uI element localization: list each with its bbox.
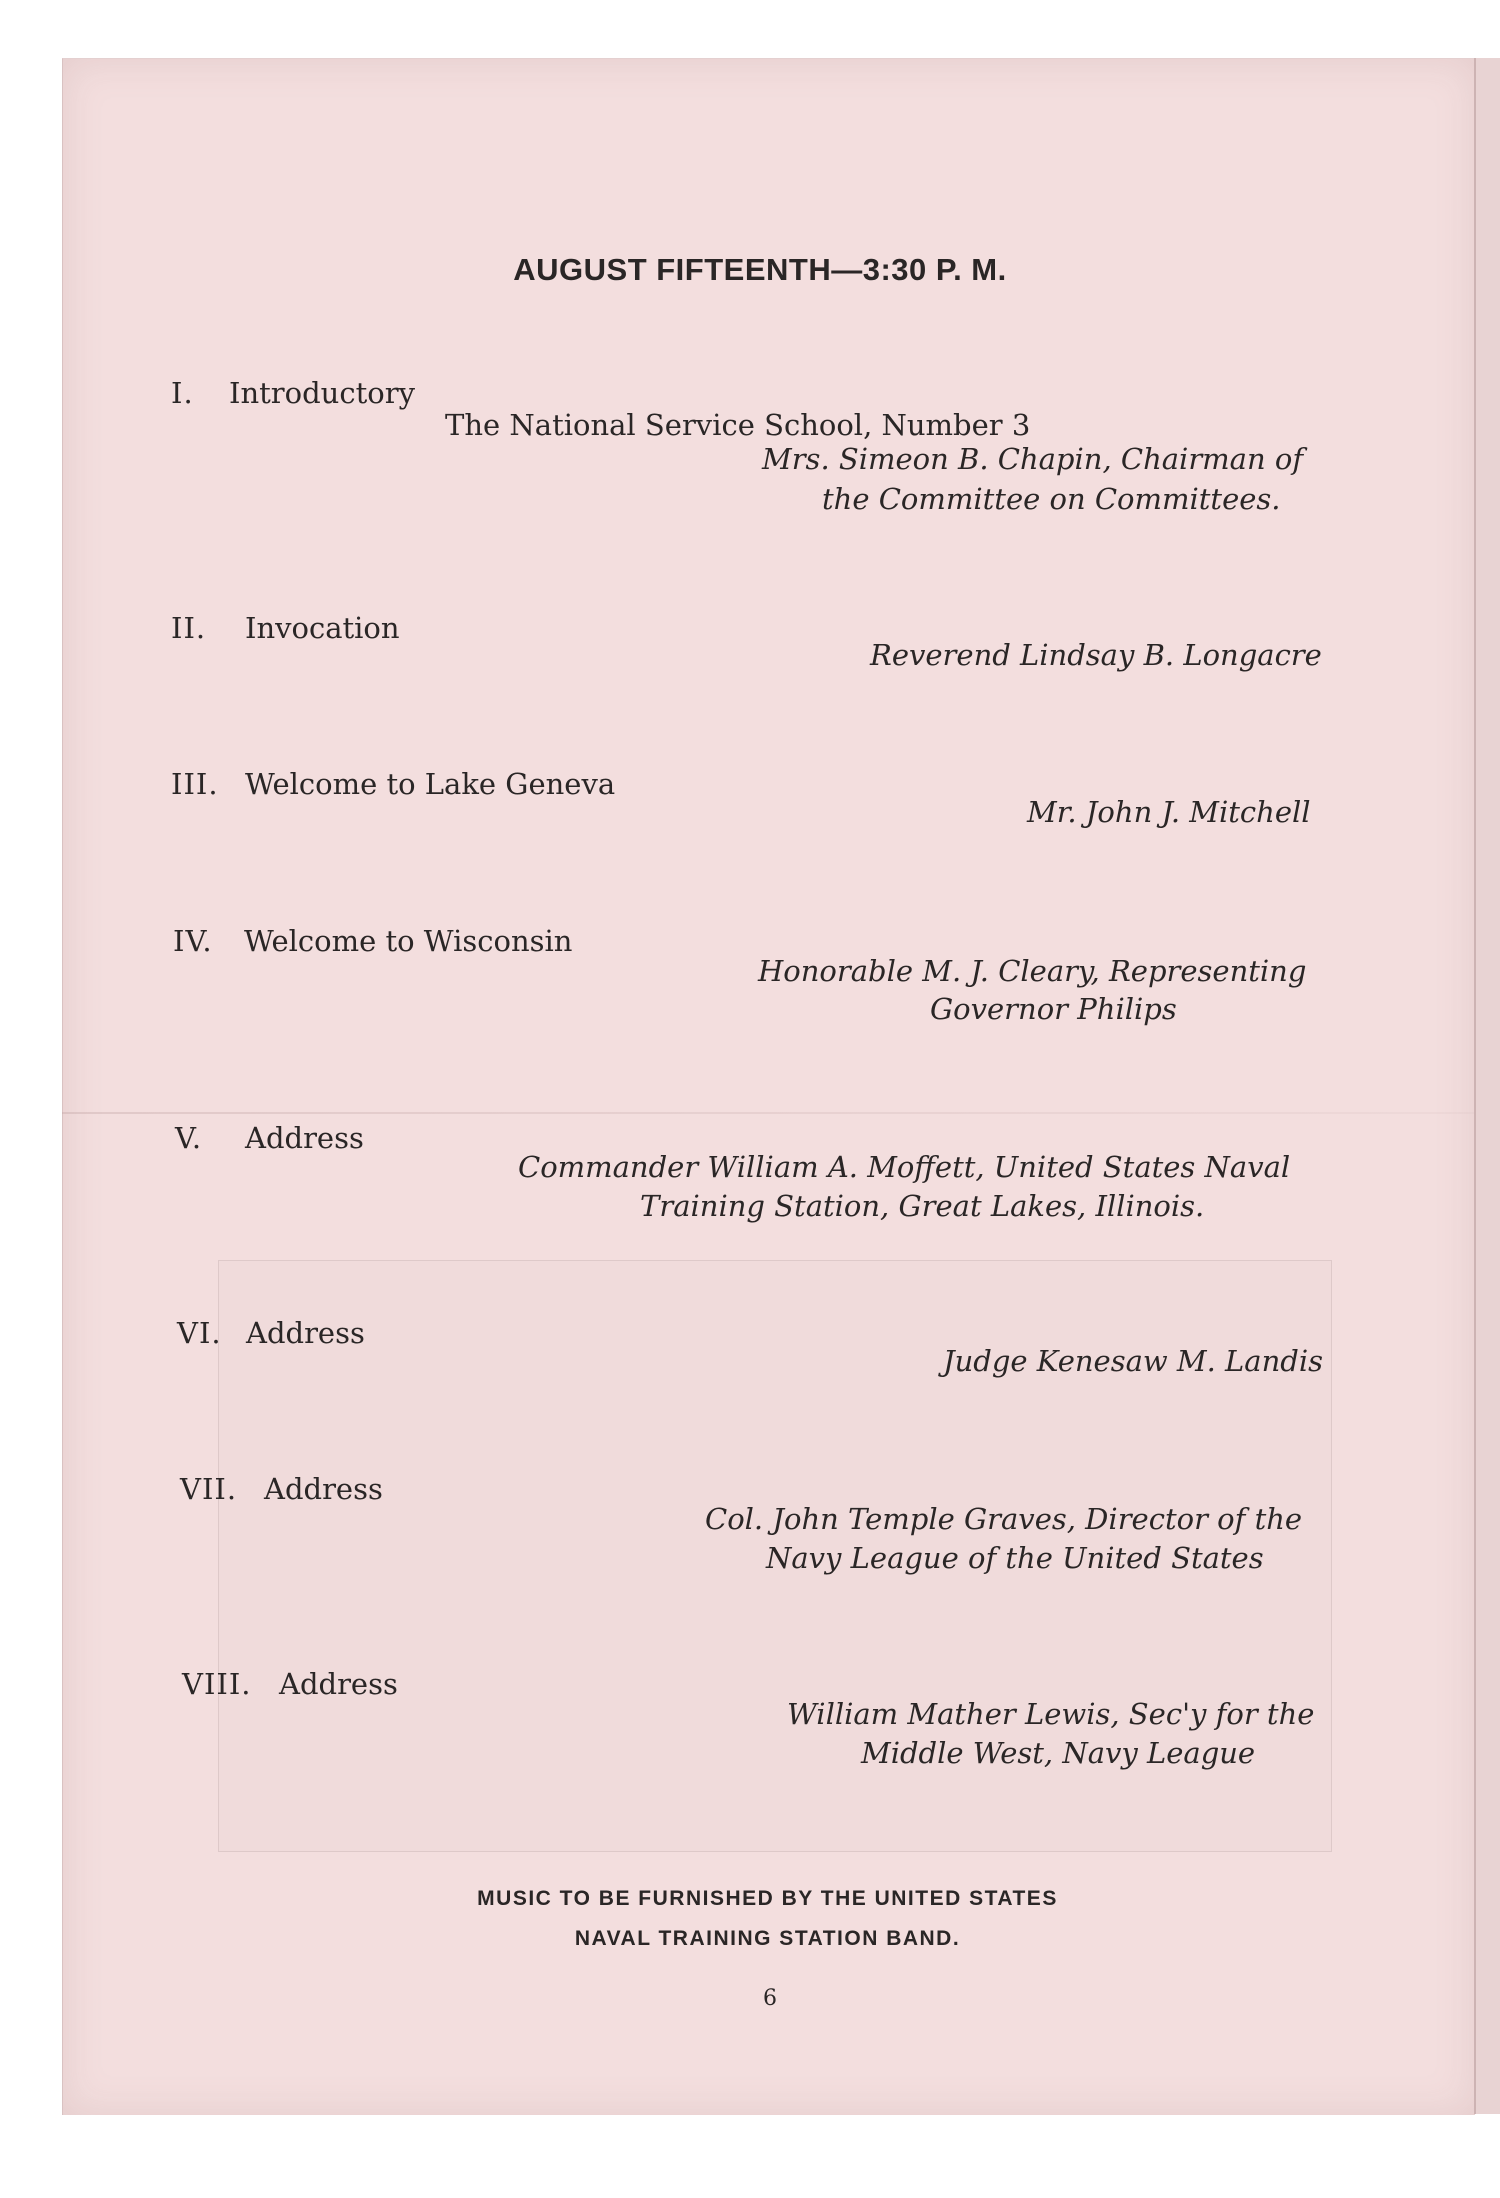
item-number: V.	[175, 1121, 203, 1155]
speaker-line: Mr. John J. Mitchell	[1027, 795, 1311, 829]
item-title: Address	[246, 1316, 365, 1350]
speaker-line: Judge Kenesaw M. Landis	[943, 1344, 1323, 1378]
page-heading: AUGUST FIFTEENTH—3:30 P. M.	[513, 252, 1007, 287]
speaker-line: Commander William A. Moffett, United States Naval	[518, 1150, 1291, 1184]
item-number: VI.	[177, 1316, 222, 1350]
speaker-line: Navy League of the United States	[766, 1541, 1264, 1575]
item-number: I.	[171, 376, 194, 410]
item-title: Address	[264, 1472, 383, 1506]
booklet-spine	[1474, 58, 1500, 2114]
speaker-line: Governor Philips	[930, 992, 1177, 1026]
speaker-line: Middle West, Navy League	[861, 1736, 1256, 1770]
item-number: IV.	[173, 924, 213, 958]
item-title: Welcome to Wisconsin	[244, 924, 573, 958]
item-number: II.	[171, 611, 207, 645]
speaker-line: William Mather Lewis, Sec'y for the	[787, 1697, 1315, 1731]
fold-crease	[62, 1112, 1474, 1114]
item-number: VII.	[180, 1472, 238, 1506]
item-title: Welcome to Lake Geneva	[245, 767, 616, 801]
item-number: III.	[171, 767, 219, 801]
speaker-line: Honorable M. J. Cleary, Representing	[758, 954, 1307, 988]
footer-line: MUSIC TO BE FURNISHED BY THE UNITED STATES	[477, 1887, 1058, 1910]
item-title: Invocation	[245, 611, 400, 645]
item-number: VIII.	[182, 1667, 252, 1701]
item-title: Address	[279, 1667, 398, 1701]
footer-line: NAVAL TRAINING STATION BAND.	[574, 1927, 961, 1950]
speaker-line: Training Station, Great Lakes, Illinois.	[640, 1189, 1205, 1223]
item-subtitle: The National Service School, Number 3	[445, 408, 1031, 442]
item-title: Address	[245, 1121, 364, 1155]
item-title: Introductory	[229, 376, 415, 410]
speaker-line: Mrs. Simeon B. Chapin, Chairman of	[762, 442, 1304, 476]
speaker-line: the Committee on Committees.	[822, 482, 1281, 516]
speaker-line: Col. John Temple Graves, Director of the	[705, 1502, 1303, 1536]
speaker-line: Reverend Lindsay B. Longacre	[870, 638, 1322, 672]
page-number: 6	[763, 1986, 777, 2011]
